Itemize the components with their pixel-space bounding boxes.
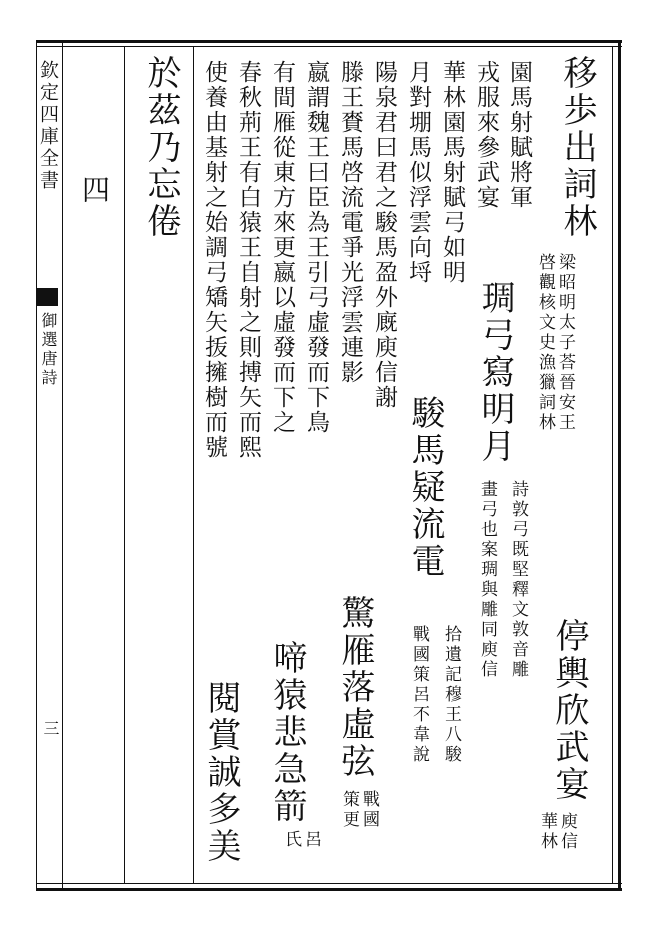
text-col-7-top: 滕王賚馬啓流電爭光浮雲連影 xyxy=(337,60,363,385)
margin-title: 欽定四庫全書 xyxy=(37,60,59,192)
text-col-5-top: 月對堋馬似浮雲向埒 xyxy=(405,60,431,285)
text-col-8-top: 嬴謂魏王曰臣為王引弓虛發而下鳥 xyxy=(303,60,329,435)
text-col-9-top: 有間雁從東方來更嬴以虛發而下之 xyxy=(269,60,295,435)
margin-right-rule xyxy=(62,40,63,891)
note-c1-tail-left: 華林 xyxy=(537,812,557,852)
note-c1-tail-right: 庾信 xyxy=(557,812,577,852)
note-c1-tail xyxy=(538,812,575,852)
text-col-4-tail: 拾遺記穆王八駿 xyxy=(441,625,461,765)
frame-bottom-rule xyxy=(36,888,622,891)
frame-right-inner-rule xyxy=(612,46,613,884)
text-col-3-tail: 畫弓也案琱與雕同庾信 xyxy=(477,480,497,680)
text-col-6-top: 陽泉君曰君之駿馬盈外廐庾信謝 xyxy=(371,60,397,410)
text-col-2-top: 園馬射賦將軍 xyxy=(506,60,532,210)
margin-subtitle: 御選唐詩 xyxy=(39,312,58,388)
text-col-11-top: 使養由基射之始調弓矯矢㧞擁樹而號 xyxy=(201,60,227,460)
poem-line-5: 驚雁落虛弦 xyxy=(335,595,375,780)
text-col-2-tail: 詩敦弓既堅釋文敦音雕 xyxy=(508,480,528,680)
note-c7-tail-right: 戰國 xyxy=(359,790,379,830)
note-c1 xyxy=(536,253,573,433)
margin-black-tab xyxy=(36,288,58,306)
note-c7-tail-left: 策更 xyxy=(339,790,359,830)
note-c1-left: 啓觀核文史漁獵詞林 xyxy=(535,253,555,433)
text-col-10-top: 春秋荊王有白猿王自射之則搏矢而熙 xyxy=(235,60,261,460)
poem-line-7: 閱賞誠多美 xyxy=(201,680,241,865)
section-number: 四 xyxy=(78,175,111,205)
text-col-4-top: 華林園馬射賦弓如明 xyxy=(439,60,465,285)
note-c7-tail xyxy=(340,790,377,830)
text-col-5-tail: 戰國策呂不韋說 xyxy=(409,625,429,765)
frame-right-rule xyxy=(618,40,621,891)
text-col-3-top: 戎服來參武宴 xyxy=(473,60,499,210)
poem-line-6: 啼猿悲急箭 xyxy=(267,640,307,825)
poem-line-3: 琱弓寫明月 xyxy=(475,280,515,465)
poem-line-8: 於茲乃忘倦 xyxy=(141,55,181,240)
poem-line-4: 駿馬疑流電 xyxy=(405,395,445,580)
frame-top-rule xyxy=(36,40,622,43)
note-c9-tail-left: 氏 xyxy=(281,830,301,850)
poem-line-2: 停輿欣武宴 xyxy=(549,618,589,803)
col-rule-12 xyxy=(193,46,194,884)
margin-page-number: 三 xyxy=(41,720,60,738)
poem-line-1: 移歩出詞林 xyxy=(557,55,597,240)
section-col-rule xyxy=(124,46,125,884)
note-c1-right: 梁昭明太子荅晉安王 xyxy=(555,253,575,433)
note-c9-tail xyxy=(282,830,319,850)
note-c9-tail-right: 呂 xyxy=(301,830,321,850)
